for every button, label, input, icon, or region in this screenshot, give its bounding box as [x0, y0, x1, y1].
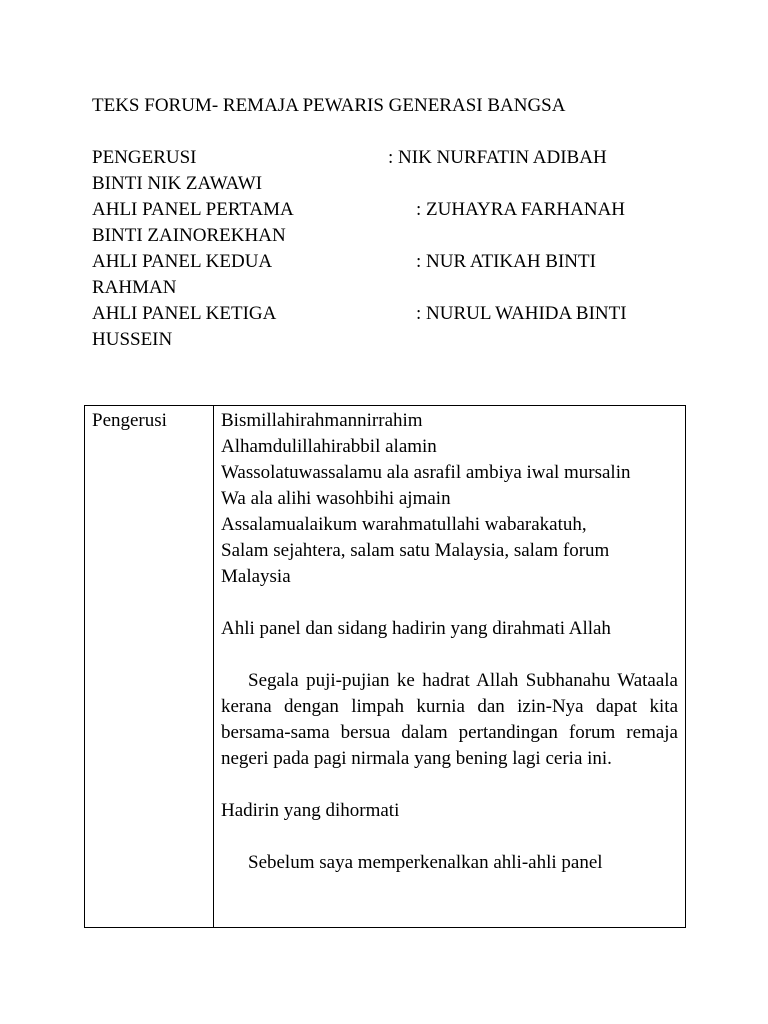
role-name-continuation: RAHMAN	[92, 277, 177, 298]
role-name-continuation: BINTI NIK ZAWAWI	[92, 173, 263, 194]
opening-line: Wassolatuwassalamu ala asrafil ambiya iwal mursalin	[221, 462, 631, 483]
role-name-continuation: HUSSEIN	[92, 329, 173, 350]
opening-line: Alhamdulillahirabbil alamin	[221, 436, 437, 457]
script-table	[84, 405, 686, 928]
role-line-continuation	[92, 223, 692, 249]
speaker-cell: Pengerusi	[92, 410, 167, 431]
opening-line: Wa ala alihi wasohbihi ajmain	[221, 488, 451, 509]
role-line-continuation	[92, 275, 692, 301]
role-label: PENGERUSI	[92, 147, 197, 168]
role-line-continuation	[92, 171, 692, 197]
speech-cell	[221, 408, 678, 876]
role-line	[92, 301, 692, 327]
role-name: : NUR ATIKAH BINTI	[416, 251, 596, 272]
role-line	[92, 249, 692, 275]
role-name: : NURUL WAHIDA BINTI	[416, 303, 627, 324]
column-divider	[213, 406, 214, 927]
role-name: : NIK NURFATIN ADIBAH	[388, 147, 607, 168]
document-title: TEKS FORUM- REMAJA PEWARIS GENERASI BANGSA	[92, 95, 566, 116]
role-line-continuation	[92, 327, 692, 353]
speech-paragraph: Segala puji-pujian ke hadrat Allah Subhanahu Wataala kerana dengan limpah kurnia dan izin-Nya dapat kita bersama-sama bersua dalam pertandingan forum remaja negeri pada pagi nirmala yang bening lagi ceria ini.	[221, 670, 678, 769]
role-label: AHLI PANEL KEDUA	[92, 251, 273, 272]
opening-line: Assalamualaikum warahmatullahi wabarakatuh,	[221, 514, 587, 535]
speech-paragraph: Sebelum saya memperkenalkan ahli-ahli panel	[248, 852, 603, 873]
role-name-continuation: BINTI ZAINOREKHAN	[92, 225, 286, 246]
opening-line: Bismillahirahmannirrahim	[221, 410, 423, 431]
role-label: AHLI PANEL PERTAMA	[92, 199, 294, 220]
address-line: Hadirin yang dihormati	[221, 800, 400, 821]
address-line: Ahli panel dan sidang hadirin yang dirahmati Allah	[221, 618, 611, 639]
role-label: AHLI PANEL KETIGA	[92, 303, 277, 324]
participant-list	[92, 145, 692, 353]
role-line	[92, 145, 692, 171]
role-name: : ZUHAYRA FARHANAH	[416, 199, 626, 220]
opening-line: Salam sejahtera, salam satu Malaysia, salam forum Malaysia	[221, 540, 610, 587]
role-line	[92, 197, 692, 223]
